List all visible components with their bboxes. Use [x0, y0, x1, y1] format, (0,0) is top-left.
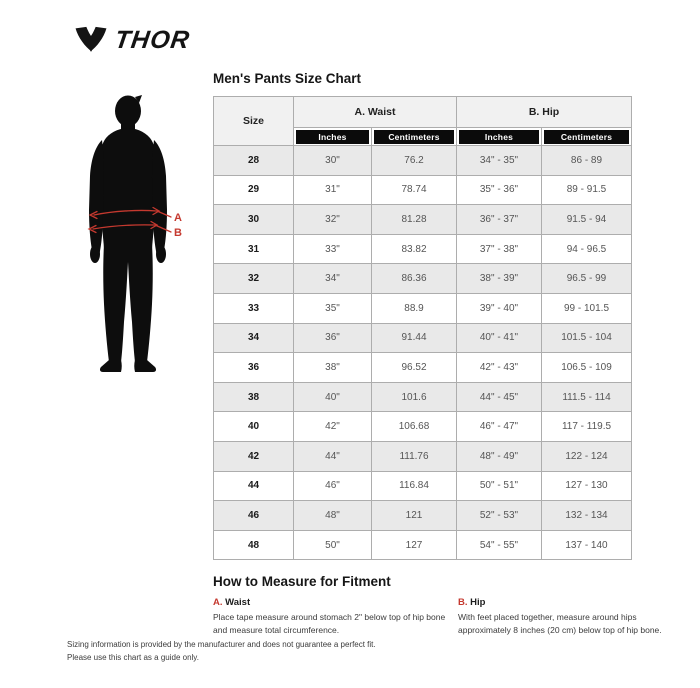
waist-instructions: [213, 597, 451, 637]
value-cell: 91.5 - 94: [542, 205, 632, 235]
value-cell: 132 - 134: [542, 501, 632, 531]
value-cell: 36" - 37": [457, 205, 542, 235]
value-cell: 38": [294, 353, 372, 383]
value-cell: 42" - 43": [457, 353, 542, 383]
value-cell: 127: [372, 530, 457, 560]
value-cell: 96.52: [372, 353, 457, 383]
value-cell: 76.2: [372, 146, 457, 176]
value-cell: 34" - 35": [457, 146, 542, 176]
value-cell: 88.9: [372, 293, 457, 323]
column-header-waist: A. Waist: [294, 97, 457, 128]
value-cell: 48" - 49": [457, 441, 542, 471]
table-row: [214, 234, 632, 264]
size-table: [213, 96, 632, 560]
size-cell: 44: [214, 471, 294, 501]
table-row: [214, 382, 632, 412]
size-cell: 48: [214, 530, 294, 560]
table-row: [214, 323, 632, 353]
value-cell: 54" - 55": [457, 530, 542, 560]
hip-heading-label: Hip: [470, 597, 486, 608]
value-cell: 86 - 89: [542, 146, 632, 176]
size-cell: 31: [214, 234, 294, 264]
size-cell: 34: [214, 323, 294, 353]
size-cell: 29: [214, 175, 294, 205]
waist-instruction-text: Place tape measure around stomach 2" below top of hip bone and measure total circumference.: [213, 612, 446, 635]
size-cell: 40: [214, 412, 294, 442]
size-table-body: [214, 146, 632, 560]
table-row: [214, 293, 632, 323]
unit-header-hip-inches: Inches: [457, 128, 542, 146]
value-cell: 35": [294, 293, 372, 323]
table-row: [214, 471, 632, 501]
table-row: [214, 205, 632, 235]
size-cell: 46: [214, 501, 294, 531]
table-row: [214, 501, 632, 531]
thor-horns-icon: [74, 26, 108, 54]
male-silhouette: [89, 95, 167, 372]
value-cell: 101.5 - 104: [542, 323, 632, 353]
value-cell: 111.76: [372, 441, 457, 471]
size-cell: 33: [214, 293, 294, 323]
value-cell: 38" - 39": [457, 264, 542, 294]
table-row: [214, 264, 632, 294]
value-cell: 50" - 51": [457, 471, 542, 501]
value-cell: 83.82: [372, 234, 457, 264]
hip-label-b: B: [174, 227, 182, 239]
value-cell: 91.44: [372, 323, 457, 353]
size-cell: 28: [214, 146, 294, 176]
value-cell: 39" - 40": [457, 293, 542, 323]
value-cell: 127 - 130: [542, 471, 632, 501]
value-cell: 89 - 91.5: [542, 175, 632, 205]
value-cell: 121: [372, 501, 457, 531]
table-row: [214, 412, 632, 442]
value-cell: 32": [294, 205, 372, 235]
measure-section-title: How to Measure for Fitment: [213, 574, 391, 589]
disclaimer-line-2: Please use this chart as a guide only.: [67, 652, 199, 662]
table-group-header-row: [214, 97, 632, 128]
value-cell: 31": [294, 175, 372, 205]
value-cell: 40" - 41": [457, 323, 542, 353]
value-cell: 96.5 - 99: [542, 264, 632, 294]
value-cell: 40": [294, 382, 372, 412]
value-cell: 46" - 47": [457, 412, 542, 442]
column-header-size: Size: [214, 97, 294, 146]
column-header-hip: B. Hip: [457, 97, 632, 128]
unit-header-waist-inches: Inches: [294, 128, 372, 146]
body-measurement-figure: [78, 94, 188, 376]
value-cell: 78.74: [372, 175, 457, 205]
waist-label-a: A: [174, 212, 182, 224]
hip-heading: [458, 597, 673, 608]
value-cell: 116.84: [372, 471, 457, 501]
value-cell: 44" - 45": [457, 382, 542, 412]
disclaimer-line-1: Sizing information is provided by the manufacturer and does not guarantee a perfect fit.: [67, 640, 376, 649]
value-cell: 35" - 36": [457, 175, 542, 205]
value-cell: 30": [294, 146, 372, 176]
value-cell: 44": [294, 441, 372, 471]
value-cell: 50": [294, 530, 372, 560]
value-cell: 37" - 38": [457, 234, 542, 264]
value-cell: 36": [294, 323, 372, 353]
value-cell: 106.5 - 109: [542, 353, 632, 383]
value-cell: 106.68: [372, 412, 457, 442]
waist-heading: [213, 597, 451, 608]
unit-header-waist-centimeters: Centimeters: [372, 128, 457, 146]
table-row: [214, 530, 632, 560]
size-cell: 42: [214, 441, 294, 471]
value-cell: 94 - 96.5: [542, 234, 632, 264]
size-cell: 30: [214, 205, 294, 235]
table-row: [214, 441, 632, 471]
waist-heading-letter: A.: [213, 597, 223, 608]
hip-heading-letter: B.: [458, 597, 468, 608]
value-cell: 117 - 119.5: [542, 412, 632, 442]
sizing-disclaimer: [67, 639, 376, 665]
value-cell: 137 - 140: [542, 530, 632, 560]
page-title: Men's Pants Size Chart: [213, 71, 361, 86]
size-cell: 36: [214, 353, 294, 383]
value-cell: 34": [294, 264, 372, 294]
table-row: [214, 175, 632, 205]
value-cell: 52" - 53": [457, 501, 542, 531]
value-cell: 46": [294, 471, 372, 501]
value-cell: 99 - 101.5: [542, 293, 632, 323]
value-cell: 33": [294, 234, 372, 264]
unit-header-hip-centimeters: Centimeters: [542, 128, 632, 146]
value-cell: 81.28: [372, 205, 457, 235]
value-cell: 48": [294, 501, 372, 531]
body-silhouette: [78, 94, 188, 376]
value-cell: 86.36: [372, 264, 457, 294]
table-row: [214, 146, 632, 176]
value-cell: 111.5 - 114: [542, 382, 632, 412]
hip-instructions: [458, 597, 673, 637]
brand-logo: [74, 26, 190, 54]
size-cell: 32: [214, 264, 294, 294]
value-cell: 122 - 124: [542, 441, 632, 471]
table-row: [214, 353, 632, 383]
value-cell: 42": [294, 412, 372, 442]
size-cell: 38: [214, 382, 294, 412]
waist-heading-label: Waist: [225, 597, 251, 608]
hip-instruction-text: With feet placed together, measure around hips approximately 8 inches (20 cm) below top of hip bone.: [458, 612, 662, 635]
brand-name: THOR: [113, 26, 192, 54]
value-cell: 101.6: [372, 382, 457, 412]
